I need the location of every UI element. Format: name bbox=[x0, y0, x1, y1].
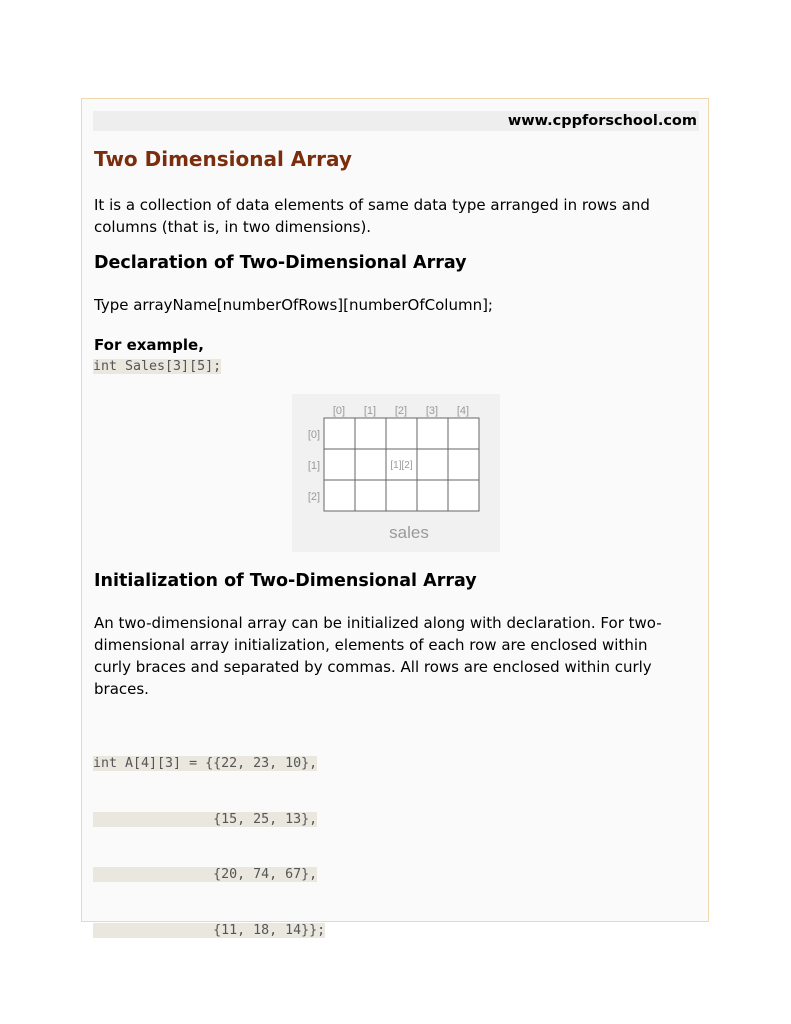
page-frame bbox=[81, 98, 709, 938]
row-label: [1] bbox=[307, 460, 321, 472]
declaration-heading: Declaration of Two-Dimensional Array bbox=[94, 253, 467, 273]
array-diagram-svg bbox=[292, 394, 500, 552]
intro-paragraph: It is a collection of data elements of same data type arranged in rows and columns (that is, in two dimensions). bbox=[94, 196, 650, 236]
column-label: [0] bbox=[332, 405, 346, 417]
column-label: [2] bbox=[394, 405, 408, 417]
code-line: {15, 25, 13}, bbox=[93, 811, 318, 827]
declaration-syntax: Type arrayName[numberOfRows][numberOfColumn]; bbox=[94, 296, 493, 314]
example-code bbox=[93, 358, 221, 375]
site-url: www.cppforschool.com bbox=[507, 113, 697, 129]
code-line: {11, 18, 14}}; bbox=[93, 922, 326, 938]
array-diagram bbox=[292, 394, 500, 552]
initialization-paragraph: An two-dimensional array can be initialized along with declaration. For two-dimensional array initialization, elements of each row are enclosed within curly braces and separated by commas. All rows are enclosed within curly braces. bbox=[94, 614, 662, 698]
array-caption: sales bbox=[389, 523, 429, 542]
initialization-heading: Initialization of Two-Dimensional Array bbox=[94, 571, 477, 591]
site-url-header bbox=[93, 111, 699, 131]
code-line: int A[4][3] = {{22, 23, 10}, bbox=[93, 756, 318, 771]
row-label: [0] bbox=[307, 429, 321, 441]
example-label: For example, bbox=[94, 336, 204, 354]
row-label: [2] bbox=[307, 491, 321, 503]
initialization-code bbox=[93, 721, 325, 977]
example-code-text: int Sales[3][5]; bbox=[93, 359, 222, 374]
code-line: {20, 74, 67}, bbox=[93, 867, 318, 882]
column-label: [3] bbox=[425, 405, 439, 417]
column-label: [4] bbox=[456, 405, 470, 417]
page-title: Two Dimensional Array bbox=[94, 147, 352, 171]
cell-label: [1][2] bbox=[390, 460, 413, 471]
column-label: [1] bbox=[363, 405, 377, 417]
